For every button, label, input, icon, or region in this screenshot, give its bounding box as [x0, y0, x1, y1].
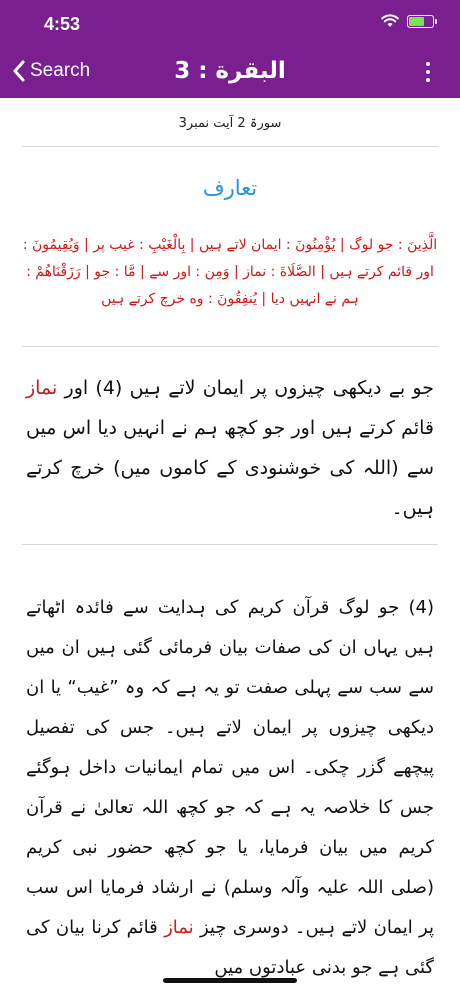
glossary-item: وَمِن : اور سے: [149, 264, 230, 280]
ayah-content: [0, 98, 460, 996]
glossary-item: الَّذِينَ : جو لوگ: [349, 237, 438, 253]
home-indicator[interactable]: [163, 978, 297, 983]
highlighted-word: نماز: [164, 917, 194, 938]
glossary-item: وَيُقِيمُونَ : اور قائم کرتے ہيں: [22, 237, 434, 280]
divider: [22, 146, 438, 147]
wifi-icon: [381, 14, 399, 28]
back-label: Search: [30, 60, 91, 81]
battery-level: [409, 17, 424, 26]
status-time: 4:53: [44, 14, 81, 34]
app-header: [0, 0, 460, 98]
status-bar: [0, 0, 460, 50]
ayah-reference: سورۃ 2 آیت نمبر3: [178, 116, 282, 131]
commentary-text: (4) جو لوگ قرآن کریم کی ہدایت سے فائدہ اٹھاتے ہیں یہاں ان کی صفات بیان فرمائی گئی ہیں ان میں سے سب سے پہلی صفت تو یہ ہے کہ وہ ”غیب“ یا ان دیکھی چیزوں پر ایمان لاتے ہیں۔ جس کی تفصیل پیچھے گزر چکی۔ اس میں تمام ایمانیات داخل ہوگئے جس کا خلاصہ یہ ہے کہ جو کچھ اللہ تعالیٰ نے قرآن کریم میں بیان فرمایا، یا جو کچھ حضور نبی کریم (صلی اللہ علیہ وآلہ وسلم) نے ارشاد فرمایا اس سب پر ایمان لاتے ہیں۔ دوسری چیز نماز قائم کرنا بیان کی گئی ہے جو بدنی عبادتوں میں: [26, 597, 434, 978]
translation-text: جو بے دیکھی چیزوں پر ایمان لاتے ہیں (4) اور نماز قائم کرتے ہیں اور جو کچھ ہم نے انہیں دیا اس میں سے (اللہ کی خوشنودی کے کاموں میں) خرچ کرتے ہیں۔: [26, 377, 434, 519]
page-title: البقرة : 3: [174, 58, 286, 84]
glossary-item: مَّا : جو: [94, 264, 136, 280]
more-vertical-icon[interactable]: [424, 62, 432, 86]
word-glossary: الَّذِينَ : جو لوگ | يُؤْمِنُونَ : ايمان لاتے ہيں | بِالْغَيْبِ : غيب پر | وَيُقِيمُونَ : اور قائم کرتے ہيں | الصَّلَاةَ : نماز | وَمِن : اور سے | مَّا : جو | رَزَقْنَاهُمْ : ہم نے انہيں ديا | يُنفِقُونَ : وه خرچ کرتے ہيں: [22, 237, 438, 307]
navigation-bar: [0, 50, 460, 98]
glossary-item: يُنفِقُونَ : وه خرچ کرتے ہيں: [101, 291, 257, 307]
highlighted-word: نماز: [26, 377, 58, 399]
glossary-item: يُؤْمِنُونَ : ايمان لاتے ہيں: [198, 237, 336, 253]
divider: [22, 544, 438, 545]
glossary-item: الصَّلَاةَ : نماز: [243, 264, 316, 280]
section-title: تعارف: [202, 176, 258, 200]
glossary-item: بِالْغَيْبِ : غيب پر: [93, 237, 186, 253]
battery-icon: [407, 15, 434, 28]
divider: [22, 346, 438, 347]
status-icons: [381, 14, 434, 28]
glossary-item: رَزَقْنَاهُمْ : ہم نے انہيں ديا: [26, 264, 359, 307]
